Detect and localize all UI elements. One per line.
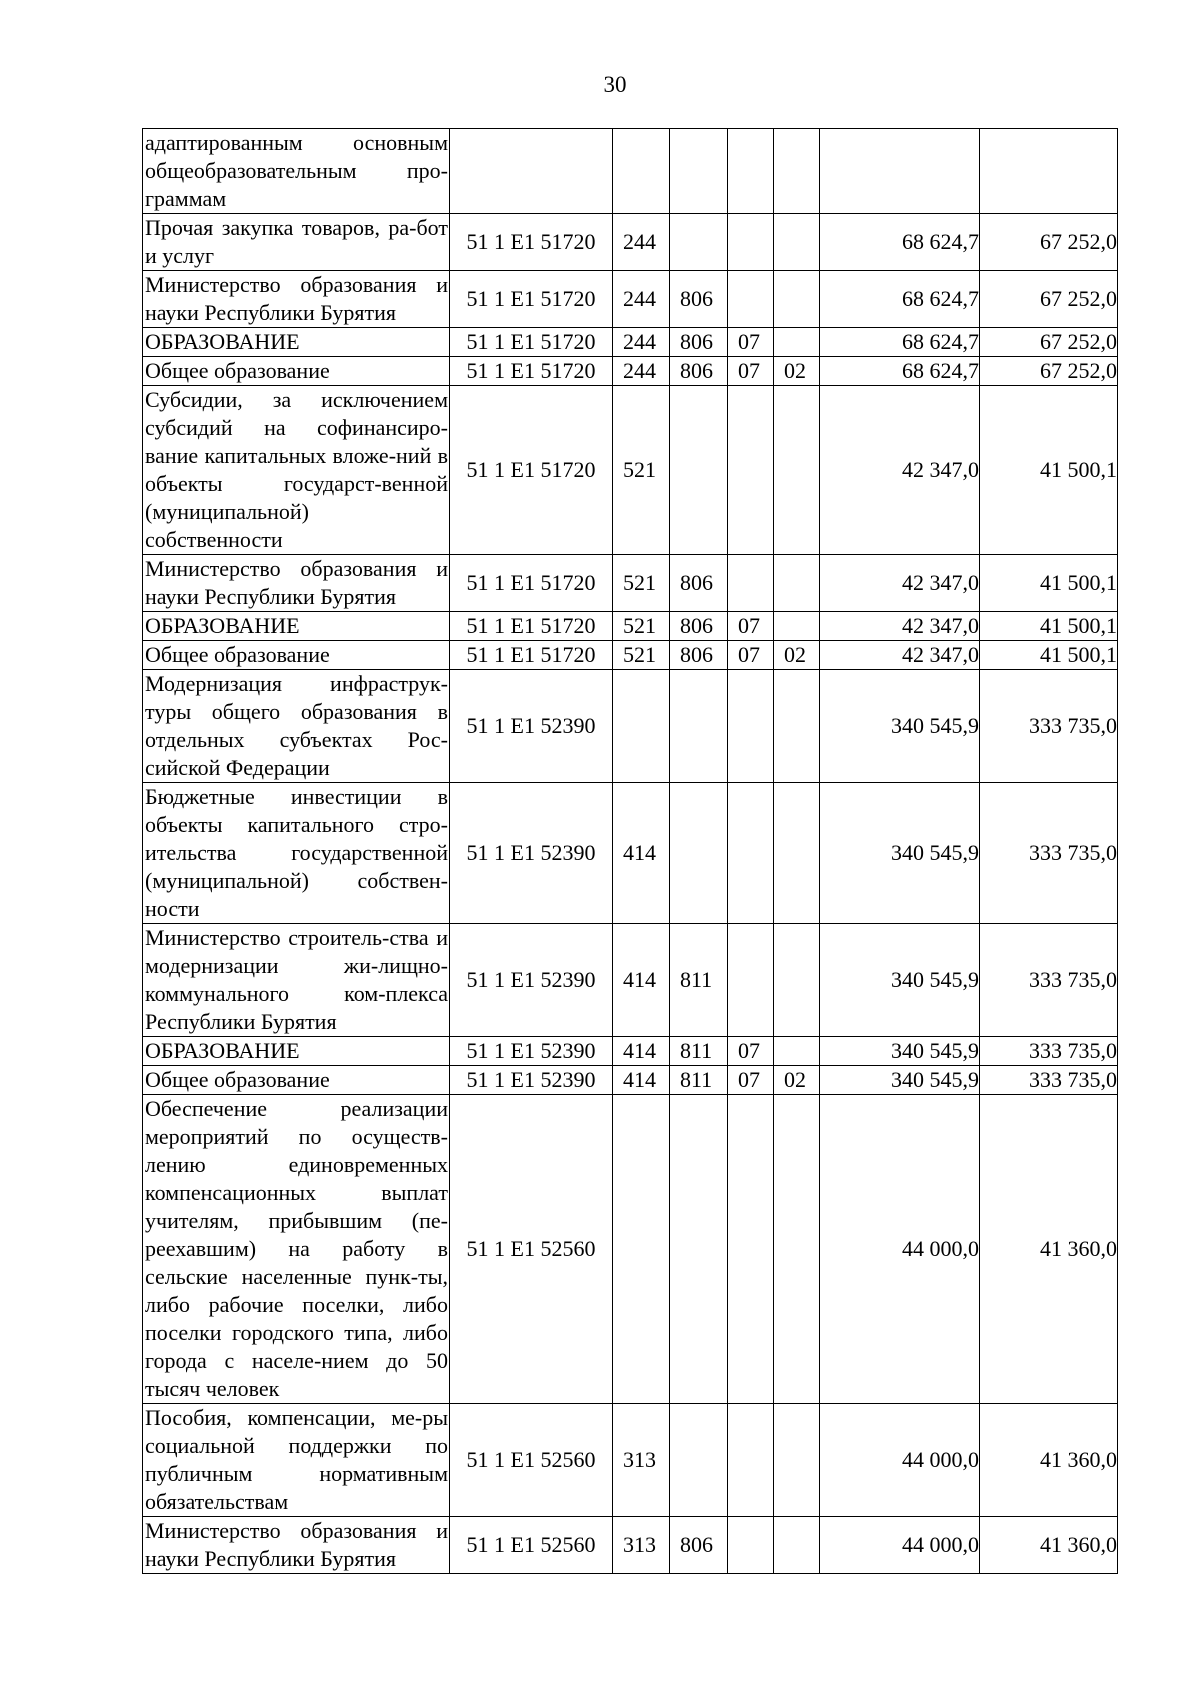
target-article-cell: 51 1 E1 52390	[450, 1037, 613, 1066]
subsection-code-cell	[774, 1517, 820, 1574]
amount-year2-cell: 41 500,1	[980, 386, 1118, 555]
amount-year2-cell: 333 735,0	[980, 924, 1118, 1037]
row-name-cell: Прочая закупка товаров, ра-бот и услуг	[143, 214, 450, 271]
amount-year1-cell	[820, 129, 980, 214]
amount-year1-cell: 44 000,0	[820, 1517, 980, 1574]
row-name-cell: Общее образование	[143, 641, 450, 670]
section-code-cell: 07	[728, 1066, 774, 1095]
budget-table-body	[143, 129, 1118, 1574]
subsection-code-cell	[774, 214, 820, 271]
subsection-code-cell	[774, 271, 820, 328]
table-row	[143, 641, 1118, 670]
expense-type-cell	[613, 129, 670, 214]
target-article-cell: 51 1 E1 52390	[450, 924, 613, 1037]
expense-type-cell: 244	[613, 271, 670, 328]
row-name-cell: Общее образование	[143, 357, 450, 386]
ministry-code-cell: 806	[670, 641, 728, 670]
expense-type-cell: 244	[613, 214, 670, 271]
subsection-code-cell: 02	[774, 357, 820, 386]
ministry-code-cell	[670, 386, 728, 555]
subsection-code-cell	[774, 1404, 820, 1517]
budget-table	[142, 128, 1118, 1574]
row-name-cell: Министерство образования и науки Республики Бурятия	[143, 271, 450, 328]
row-name-cell: ОБРАЗОВАНИЕ	[143, 1037, 450, 1066]
amount-year2-cell: 333 735,0	[980, 1066, 1118, 1095]
table-row	[143, 129, 1118, 214]
ministry-code-cell: 806	[670, 271, 728, 328]
subsection-code-cell	[774, 670, 820, 783]
target-article-cell: 51 1 E1 51720	[450, 386, 613, 555]
table-row	[143, 1404, 1118, 1517]
ministry-code-cell	[670, 214, 728, 271]
section-code-cell	[728, 214, 774, 271]
row-name-cell: Министерство образования и науки Республики Бурятия	[143, 1517, 450, 1574]
expense-type-cell: 521	[613, 386, 670, 555]
section-code-cell	[728, 783, 774, 924]
subsection-code-cell: 02	[774, 641, 820, 670]
table-row	[143, 1066, 1118, 1095]
subsection-code-cell	[774, 386, 820, 555]
target-article-cell	[450, 129, 613, 214]
row-name-cell: Министерство строитель-ства и модернизации жи-лищно-коммунального ком-плекса Республики Бурятия	[143, 924, 450, 1037]
row-name-cell: адаптированным основным общеобразовательным про-граммам	[143, 129, 450, 214]
table-row	[143, 924, 1118, 1037]
ministry-code-cell: 811	[670, 1037, 728, 1066]
subsection-code-cell	[774, 1037, 820, 1066]
target-article-cell: 51 1 E1 51720	[450, 555, 613, 612]
subsection-code-cell	[774, 612, 820, 641]
row-name-cell: ОБРАЗОВАНИЕ	[143, 328, 450, 357]
section-code-cell	[728, 555, 774, 612]
table-row	[143, 783, 1118, 924]
expense-type-cell: 521	[613, 612, 670, 641]
subsection-code-cell: 02	[774, 1066, 820, 1095]
ministry-code-cell: 806	[670, 555, 728, 612]
amount-year2-cell: 333 735,0	[980, 783, 1118, 924]
section-code-cell	[728, 1517, 774, 1574]
expense-type-cell: 244	[613, 328, 670, 357]
subsection-code-cell	[774, 783, 820, 924]
target-article-cell: 51 1 E1 52390	[450, 783, 613, 924]
amount-year2-cell: 41 500,1	[980, 612, 1118, 641]
amount-year1-cell: 68 624,7	[820, 271, 980, 328]
row-name-cell: Общее образование	[143, 1066, 450, 1095]
target-article-cell: 51 1 E1 51720	[450, 641, 613, 670]
section-code-cell: 07	[728, 1037, 774, 1066]
amount-year2-cell: 67 252,0	[980, 214, 1118, 271]
table-row	[143, 357, 1118, 386]
expense-type-cell	[613, 670, 670, 783]
amount-year2-cell: 67 252,0	[980, 328, 1118, 357]
amount-year1-cell: 68 624,7	[820, 357, 980, 386]
table-row	[143, 670, 1118, 783]
expense-type-cell: 244	[613, 357, 670, 386]
amount-year1-cell: 68 624,7	[820, 328, 980, 357]
subsection-code-cell	[774, 1095, 820, 1404]
amount-year1-cell: 340 545,9	[820, 783, 980, 924]
amount-year2-cell: 333 735,0	[980, 670, 1118, 783]
amount-year2-cell: 333 735,0	[980, 1037, 1118, 1066]
row-name-cell: Бюджетные инвестиции в объекты капитального стро-ительства государственной (муниципальной) собствен-ности	[143, 783, 450, 924]
table-row	[143, 386, 1118, 555]
row-name-cell: Модернизация инфраструк-туры общего образования в отдельных субъектах Рос-сийской Федерации	[143, 670, 450, 783]
row-name-cell: Министерство образования и науки Республики Бурятия	[143, 555, 450, 612]
target-article-cell: 51 1 E1 51720	[450, 214, 613, 271]
section-code-cell: 07	[728, 328, 774, 357]
expense-type-cell: 414	[613, 1037, 670, 1066]
expense-type-cell: 414	[613, 783, 670, 924]
subsection-code-cell	[774, 924, 820, 1037]
amount-year1-cell: 340 545,9	[820, 1066, 980, 1095]
target-article-cell: 51 1 E1 52560	[450, 1517, 613, 1574]
section-code-cell	[728, 670, 774, 783]
ministry-code-cell: 806	[670, 328, 728, 357]
amount-year2-cell: 67 252,0	[980, 357, 1118, 386]
amount-year2-cell: 41 360,0	[980, 1095, 1118, 1404]
amount-year1-cell: 42 347,0	[820, 641, 980, 670]
expense-type-cell: 313	[613, 1517, 670, 1574]
ministry-code-cell: 806	[670, 612, 728, 641]
subsection-code-cell	[774, 328, 820, 357]
amount-year2-cell: 41 500,1	[980, 555, 1118, 612]
table-row	[143, 271, 1118, 328]
section-code-cell: 07	[728, 357, 774, 386]
amount-year1-cell: 42 347,0	[820, 612, 980, 641]
target-article-cell: 51 1 E1 52390	[450, 670, 613, 783]
subsection-code-cell	[774, 129, 820, 214]
table-row	[143, 214, 1118, 271]
ministry-code-cell: 806	[670, 1517, 728, 1574]
amount-year1-cell: 42 347,0	[820, 386, 980, 555]
section-code-cell: 07	[728, 641, 774, 670]
ministry-code-cell	[670, 129, 728, 214]
amount-year1-cell: 44 000,0	[820, 1095, 980, 1404]
expense-type-cell: 414	[613, 924, 670, 1037]
amount-year1-cell: 44 000,0	[820, 1404, 980, 1517]
expense-type-cell	[613, 1095, 670, 1404]
ministry-code-cell	[670, 1095, 728, 1404]
ministry-code-cell: 811	[670, 924, 728, 1037]
section-code-cell	[728, 271, 774, 328]
row-name-cell: Субсидии, за исключением субсидий на софинансиро-вание капитальных вложе-ний в объекты государст-венной (муниципальной) собственности	[143, 386, 450, 555]
ministry-code-cell: 806	[670, 357, 728, 386]
amount-year2-cell: 67 252,0	[980, 271, 1118, 328]
ministry-code-cell	[670, 670, 728, 783]
expense-type-cell: 313	[613, 1404, 670, 1517]
table-row	[143, 1517, 1118, 1574]
target-article-cell: 51 1 E1 51720	[450, 271, 613, 328]
ministry-code-cell	[670, 783, 728, 924]
amount-year2-cell: 41 500,1	[980, 641, 1118, 670]
target-article-cell: 51 1 E1 51720	[450, 328, 613, 357]
subsection-code-cell	[774, 555, 820, 612]
page-number: 30	[603, 72, 627, 97]
target-article-cell: 51 1 E1 51720	[450, 612, 613, 641]
section-code-cell	[728, 129, 774, 214]
target-article-cell: 51 1 E1 52560	[450, 1095, 613, 1404]
amount-year1-cell: 340 545,9	[820, 1037, 980, 1066]
section-code-cell: 07	[728, 612, 774, 641]
section-code-cell	[728, 1404, 774, 1517]
ministry-code-cell	[670, 1404, 728, 1517]
row-name-cell: ОБРАЗОВАНИЕ	[143, 612, 450, 641]
table-row	[143, 555, 1118, 612]
row-name-cell: Пособия, компенсации, ме-ры социальной поддержки по публичным нормативным обязательствам	[143, 1404, 450, 1517]
amount-year1-cell: 340 545,9	[820, 670, 980, 783]
table-row	[143, 1095, 1118, 1404]
table-row	[143, 612, 1118, 641]
amount-year1-cell: 68 624,7	[820, 214, 980, 271]
ministry-code-cell: 811	[670, 1066, 728, 1095]
amount-year1-cell: 340 545,9	[820, 924, 980, 1037]
table-row	[143, 328, 1118, 357]
expense-type-cell: 414	[613, 1066, 670, 1095]
amount-year2-cell: 41 360,0	[980, 1517, 1118, 1574]
row-name-cell: Обеспечение реализации мероприятий по осуществ-лению единовременных компенсационных выплат учителям, прибывшим (пе-реехавшим) на работу в сельские населенные пунк-ты, либо рабочие поселки, либо поселки городского типа, либо города с населе-нием до 50 тысяч человек	[143, 1095, 450, 1404]
amount-year2-cell: 41 360,0	[980, 1404, 1118, 1517]
expense-type-cell: 521	[613, 555, 670, 612]
section-code-cell	[728, 924, 774, 1037]
amount-year1-cell: 42 347,0	[820, 555, 980, 612]
amount-year2-cell	[980, 129, 1118, 214]
table-row	[143, 1037, 1118, 1066]
target-article-cell: 51 1 E1 51720	[450, 357, 613, 386]
expense-type-cell: 521	[613, 641, 670, 670]
section-code-cell	[728, 1095, 774, 1404]
target-article-cell: 51 1 E1 52560	[450, 1404, 613, 1517]
target-article-cell: 51 1 E1 52390	[450, 1066, 613, 1095]
section-code-cell	[728, 386, 774, 555]
